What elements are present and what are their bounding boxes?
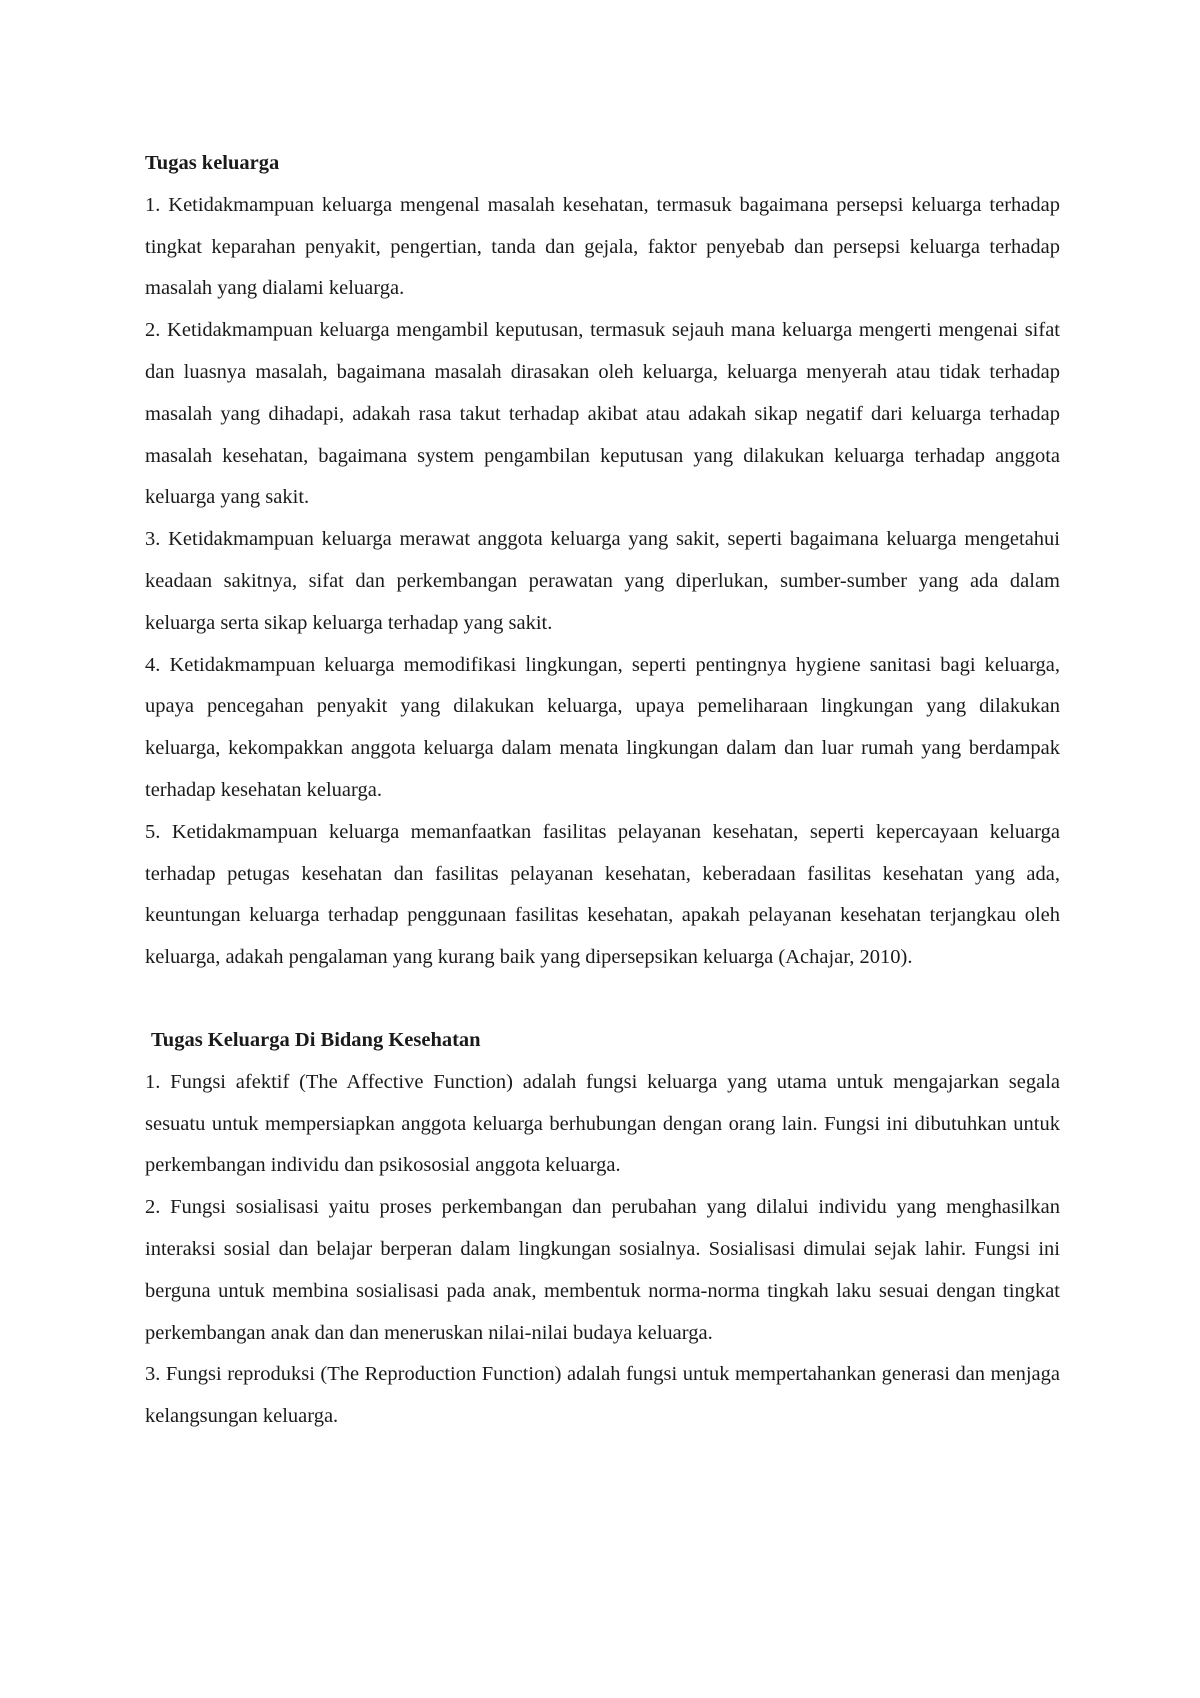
list-item: 2. Ketidakmampuan keluarga mengambil keputusan, termasuk sejauh mana keluarga mengerti mengenai sifat dan luasnya masalah, bagaimana masalah dirasakan oleh keluarga, keluarga menyerah atau tidak terhadap masalah yang dihadapi, adakah rasa takut terhadap akibat atau adakah sikap negatif dari keluarga terhadap masalah kesehatan, bagaimana system pengambilan keputusan yang dilakukan keluarga terhadap anggota keluarga yang sakit. — [145, 319, 1060, 509]
list-item: 4. Ketidakmampuan keluarga memodifikasi lingkungan, seperti pentingnya hygiene sanitasi bagi keluarga, upaya pencegahan penyakit yang dilakukan keluarga, upaya pemeliharaan lingkungan yang dilakukan keluarga, kekompakkan anggota keluarga dalam menata lingkungan dalam dan luar rumah yang berdampak terhadap kesehatan keluarga. — [145, 653, 1060, 801]
document-page — [145, 143, 1060, 1438]
section-heading-tugas-keluarga: Tugas keluarga — [145, 152, 280, 174]
list-item: 3. Fungsi reproduksi (The Reproduction Function) adalah fungsi untuk mempertahankan generasi dan menjaga kelangsungan keluarga. — [145, 1363, 1060, 1428]
section-heading-tugas-keluarga-kesehatan: Tugas Keluarga Di Bidang Kesehatan — [151, 1028, 481, 1051]
list-item: 5. Ketidakmampuan keluarga memanfaatkan fasilitas pelayanan kesehatan, seperti kepercayaan keluarga terhadap petugas kesehatan dan fasilitas pelayanan kesehatan, keberadaan fasilitas kesehatan yang ada, keuntungan keluarga terhadap penggunaan fasilitas kesehatan, apakah pelayanan kesehatan terjangkau oleh keluarga, adakah pengalaman yang kurang baik yang dipersepsikan keluarga (Achajar, 2010). — [145, 820, 1060, 969]
list-item: 2. Fungsi sosialisasi yaitu proses perkembangan dan perubahan yang dilalui individu yang menghasilkan interaksi sosial dan belajar berperan dalam lingkungan sosialnya. Sosialisasi dimulai sejak lahir. Fungsi ini berguna untuk membina sosialisasi pada anak, membentuk norma-norma tingkah laku sesuai dengan tingkat perkembangan anak dan dan meneruskan nilai-nilai budaya keluarga. — [145, 1196, 1060, 1344]
list-item: 1. Ketidakmampuan keluarga mengenal masalah kesehatan, termasuk bagaimana persepsi keluarga terhadap tingkat keparahan penyakit, pengertian, tanda dan gejala, faktor penyebab dan persepsi keluarga terhadap masalah yang dialami keluarga. — [145, 193, 1060, 300]
list-item: 1. Fungsi afektif (The Affective Function) adalah fungsi keluarga yang utama untuk mengajarkan segala sesuatu untuk mempersiapkan anggota keluarga berhubungan dengan orang lain. Fungsi ini dibutuhkan untuk perkembangan individu dan psikososial anggota keluarga. — [145, 1070, 1060, 1177]
list-item: 3. Ketidakmampuan keluarga merawat anggota keluarga yang sakit, seperti bagaimana keluarga mengetahui keadaan sakitnya, sifat dan perkembangan perawatan yang diperlukan, sumber-sumber yang ada dalam keluarga serta sikap keluarga terhadap yang sakit. — [145, 528, 1060, 634]
